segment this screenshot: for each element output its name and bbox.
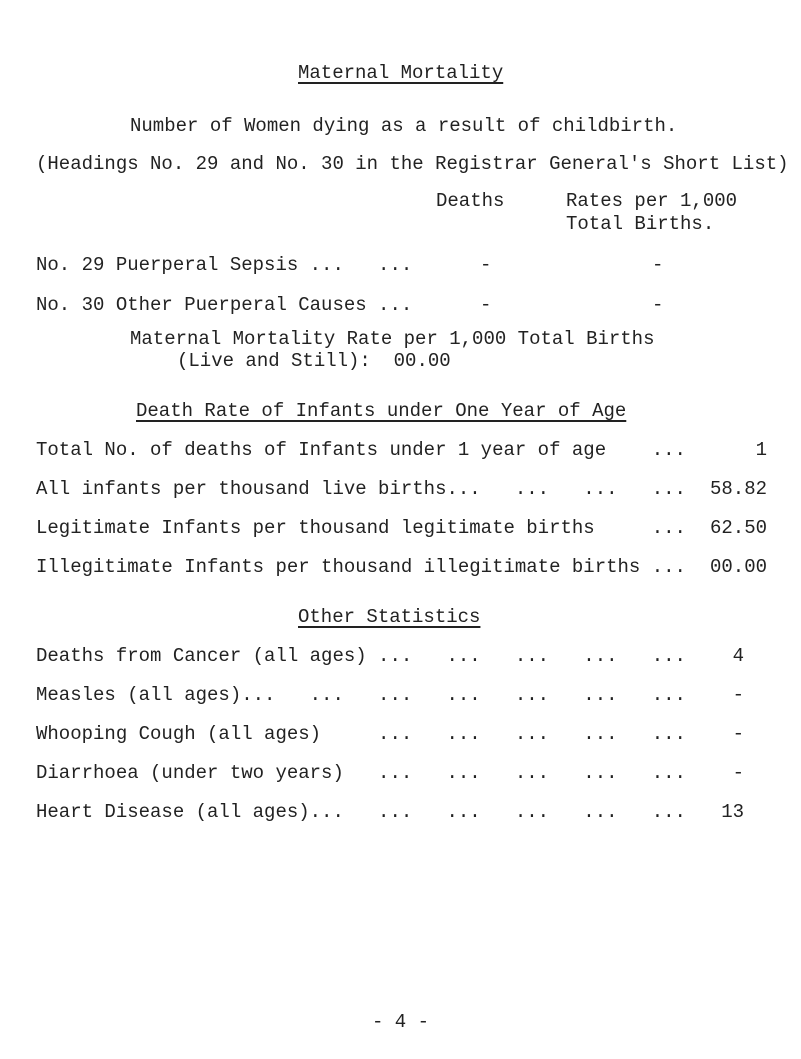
maternal-subtitle: Number of Women dying as a result of childbirth. [130,115,678,137]
other-title: Other Statistics [298,606,481,628]
other-row-label: Heart Disease (all ages)... ... ... ... ... ... [36,801,686,823]
infants-row-label: Illegitimate Infants per thousand illegitimate births ... [36,556,686,578]
infants-row-value: 1 [755,439,767,461]
page-number: - 4 - [372,1011,430,1033]
maternal-row-deaths: - [480,294,492,316]
infants-row-value: 62.50 [709,517,767,539]
maternal-rate-line2: (Live and Still): 00.00 [177,350,451,372]
infants-row-label: All infants per thousand live births... ... ... ... [36,478,686,500]
infants-title: Death Rate of Infants under One Year of Age [136,400,627,422]
other-row-value: - [732,684,744,706]
maternal-row-rate: - [652,294,664,316]
infants-row-label: Total No. of deaths of Infants under 1 year of age ... [36,439,686,461]
other-row-label: Whooping Cough (all ages) ... ... ... ... ... [36,723,686,745]
maternal-title: Maternal Mortality [298,62,504,84]
maternal-row-rate: - [652,254,664,276]
other-row-label: Deaths from Cancer (all ages) ... ... ... ... ... [36,645,686,667]
other-row-value: - [732,762,744,784]
maternal-col-rates-line1: Rates per 1,000 [566,190,738,212]
maternal-headings-note: (Headings No. 29 and No. 30 in the Registrar General's Short List) [36,153,789,175]
maternal-row-label: No. 30 Other Puerperal Causes ... [36,294,413,316]
other-row-value: - [732,723,744,745]
maternal-rate-line1: Maternal Mortality Rate per 1,000 Total Births [130,328,655,350]
other-row-label: Measles (all ages)... ... ... ... ... ... ... [36,684,686,706]
maternal-col-deaths: Deaths [436,190,505,212]
maternal-row-label: No. 29 Puerperal Sepsis ... ... [36,254,413,276]
infants-row-value: 00.00 [709,556,767,578]
infants-row-label: Legitimate Infants per thousand legitimate births ... [36,517,686,539]
other-row-value: 4 [732,645,744,667]
other-row-label: Diarrhoea (under two years) ... ... ... ... ... [36,762,686,784]
infants-row-value: 58.82 [709,478,767,500]
maternal-col-rates-line2: Total Births. [566,213,715,235]
maternal-row-deaths: - [480,254,492,276]
other-row-value: 13 [721,801,744,823]
